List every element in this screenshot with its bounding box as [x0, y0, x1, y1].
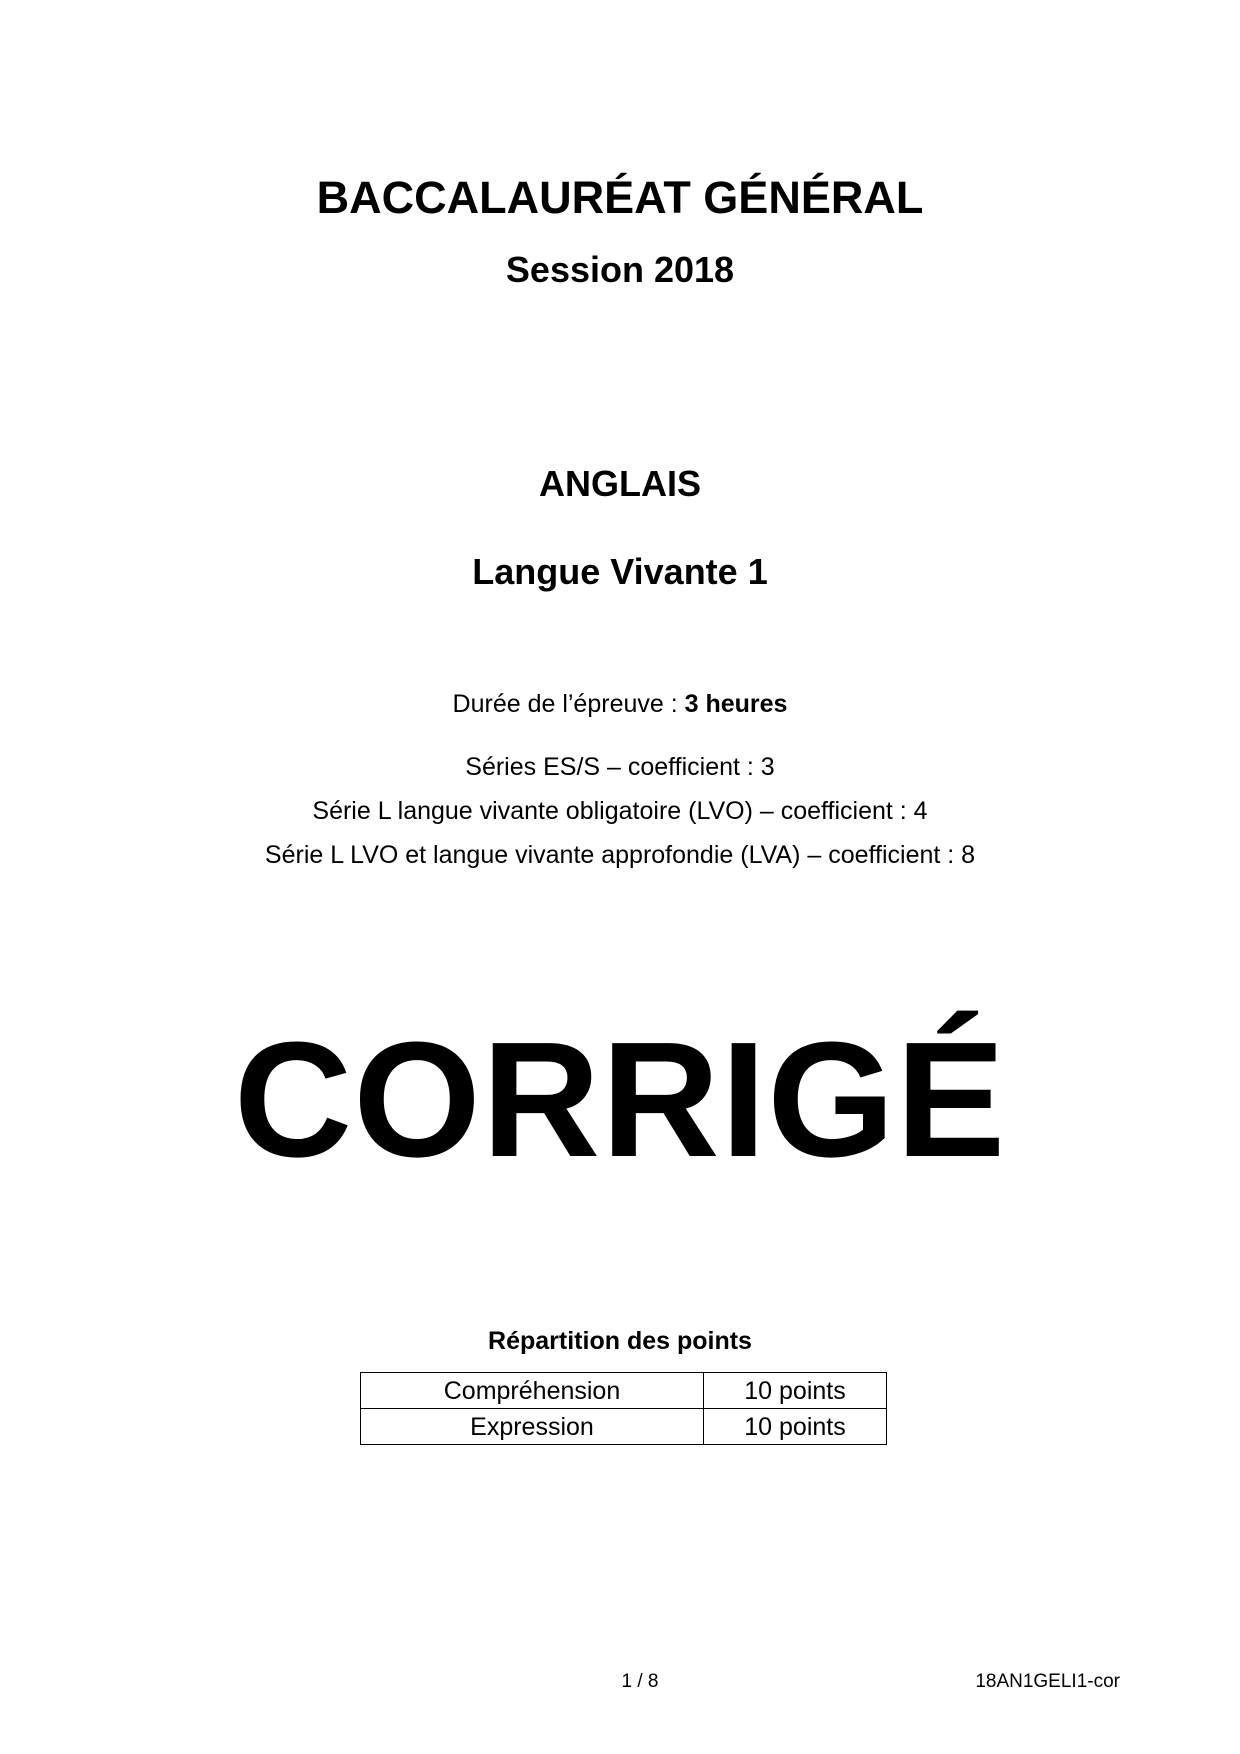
coefficient-line-l-lvo: Série L langue vivante obligatoire (LVO) – coefficient : 4 [312, 797, 928, 825]
coefficient-line-l-lva: Série L LVO et langue vivante approfondie (LVA) – coefficient : 8 [264, 841, 976, 869]
points-value-comprehension: 10 points [704, 1373, 887, 1409]
duration-value: 3 heures [684, 690, 788, 718]
language-level: Langue Vivante 1 [472, 551, 768, 592]
duration-label: Durée de l’épreuve : [452, 690, 685, 718]
duration-line [0, 688, 1240, 720]
exam-title: BACCALAURÉAT GÉNÉRAL [316, 172, 924, 223]
table-row [361, 1409, 887, 1445]
points-value-expression: 10 points [704, 1409, 887, 1445]
page-number: 1 / 8 [621, 1671, 659, 1692]
table-row [361, 1373, 887, 1409]
subject-name: ANGLAIS [539, 463, 701, 504]
points-heading: Répartition des points [488, 1327, 752, 1355]
session-label: Session 2018 [505, 249, 735, 290]
points-table [360, 1372, 887, 1445]
corrige-title: CORRIGÉ [233, 1008, 1007, 1191]
document-code: 18AN1GELI1-cor [975, 1671, 1120, 1692]
coefficient-line-es-s: Séries ES/S – coefficient : 3 [465, 753, 775, 781]
points-label-comprehension: Compréhension [361, 1373, 704, 1409]
points-label-expression: Expression [361, 1409, 704, 1445]
